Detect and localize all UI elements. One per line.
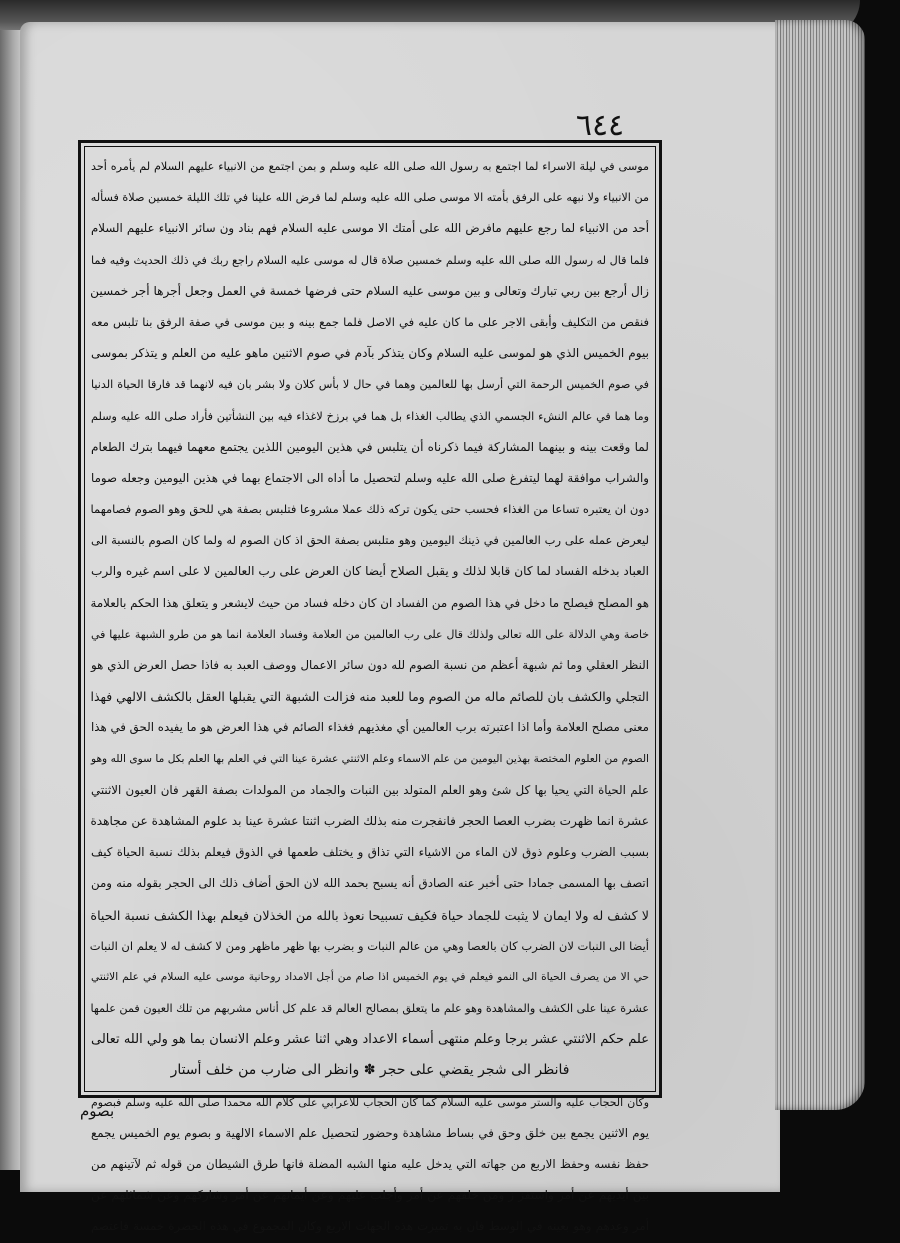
text-line: علم الحياة التي يحيا بها كل شئ وهو العلم المتولد بين النبات والجماد من المولدات بصفة القهر فان العيون الاثنتي xyxy=(91,782,649,797)
text-line: دون ان يعتبره تساعا من الغذاء فحسب حتى يكون تركه ذلك عملا مشروعا فتلبس بصفة هي للحق وهو الصوم فصامهما xyxy=(90,502,649,517)
text-line: اتصف بها المسمى جمادا حتى أخبر عنه الصادق أنه يسبح بحمد الله لان الحق أضاف ذلك الى الحجر بقوله منه ومن xyxy=(91,876,649,891)
verse-line: فانظر الى شجر يقضي على حجر ✽ وانظر الى ضارب من خلف أستار xyxy=(170,1062,570,1079)
text-line: خاصة وهي الدلالة على الله تعالى ولذلك قال على رب العالمين من العلامة وفساد العلامة انما هو من طرو الشبهة عليها في xyxy=(91,627,649,641)
text-line: لا كشف له ولا ايمان لا يثبت للجماد حياة فكيف تسبيحا نعوذ بالله من الخذلان فيعلم بهذا الكشف نسبة الحياة xyxy=(90,907,649,923)
text-line: فلما قال له رسول الله صلى الله عليه وسلم خمسين صلاة قال له موسى عليه السلام راجع ربك في ذلك الحديث وفيه فما xyxy=(91,253,649,267)
text-line: أمر وعدهم وهو بعينه في الوسط فان به تميزت هذه الجهات الاربع وكان المجموع في هذه الحضرة خمسة فاعتصم xyxy=(91,1219,649,1234)
text-line: أيضا الى النبات لان الضرب كان بالعصا وهي من عالم النبات و بضرب بها ظهر ماظهر ومن لا كشف له لا يعلم ان النبات xyxy=(89,938,649,953)
text-line: ليعرض عمله على رب العالمين في ذينك اليومين وهو متلبس بصفة الحق اذ كان الصوم له ولما كان الصوم بالنسبة الى xyxy=(91,533,649,548)
text-line: العباد بدخله الفساد لما كان قابلا لذلك و يقبل الصلاح أيضا كان العرض على رب العالمين لا على اسم غيره والرب xyxy=(91,564,649,579)
text-line: وما هما في عالم النشء الجسمي الذي يطالب الغذاء بل هما في برزخ لاغذاء فيه بين النشأتين فأراد صلى الله عليه وسلم xyxy=(91,409,649,423)
page-sheet xyxy=(20,22,780,1234)
text-frame xyxy=(78,140,662,1234)
text-line: هو المصلح فيصلح ما دخل في هذا الصوم من الفساد ان كان دخله فساد من حيث لايشعر و يتعلق هذا الحكم بالعلامة xyxy=(90,595,649,610)
text-line: حفظ نفسه وحفظ الاربع من جهاته التي يدخل عليه منها الشبه المضلة فانها طرق الشيطان من قوله ثم لآتينهم من xyxy=(91,1157,649,1171)
page-number: ٦٤٤ xyxy=(575,108,625,143)
text-line: لما وقعت بينه و بينهما المشاركة فيما ذكرناه أن يتلبس في هذين اليومين اللذين يجتمع معهما فيهما بترك الطعام xyxy=(91,439,649,454)
text-line: عشرة عينا على الكشف والمشاهدة وهو علم ما يتعلق بمصالح العالم قد علم كل أناس مشربهم من تلك العيون فمن علمها xyxy=(90,1002,649,1016)
text-line: حي الا من يصرف الحياة الى النمو فيعلم في يوم الخميس اذا صام من أجل الامداد روحانية موسى عليه السلام في علم الاثنتي xyxy=(91,970,649,983)
text-line: الصوم من العلوم المختصة بهذين اليومين من علم الاسماء وعلم الاثنتي عشرة عينا التي في العلم بها العلم بكل ما سوى الله وهو xyxy=(91,752,649,765)
text-line: أحد من الانبياء لما رجع عليهم مافرض الله على أمتك الا موسى عليه السلام فهم بناد ون سائر الانبياء عليهم السلام xyxy=(91,221,649,236)
text-line: بين أيديهم عن أمر واستفز ز ومن خلفهم عن أمر وأجلب عليهم وعن أيمانهم عن أمر وشاركهم وعن شمائلهم عن xyxy=(91,1188,649,1203)
text-line: التجلي والكشف بان للصائم ماله من الصوم وما للعبد منه فزالت الشبهة التي يقبلها العقل بالكشف الالهي فهذا xyxy=(90,689,649,705)
text-line: من الانبياء ولا نبهه على الرفق بأمته الا موسى صلى الله عليه وسلم لما فرض الله علينا في تلك الليلة خمسين صلاة فسأله xyxy=(90,191,649,205)
text-line: في صوم الخميس الرحمة التي أرسل بها للعالمين وهما في حال لا بأس كلان ولا بشر بان فيه لانهما قد فارقا الحياة الدنيا xyxy=(91,378,649,392)
text-line: النظر العقلي وما ثم شبهة أعظم من نسبة الصوم لله دون سائر الاعمال ووصف العبد به فاذا حصل العرض الذي هو xyxy=(91,658,649,672)
text-line: معنى مصلح العلامة وأما اذا اعتبرته برب العالمين أي مغذيهم فغذاء الصائم في هذا العرض هو ما يفيده الحق في هذا xyxy=(91,720,649,735)
text-line: بسبب الضرب وعلوم ذوق لان الماء من الاشياء التي تذاق و يختلف طعمها في الذوق فيعلم بذلك نسبة الحياة كيف xyxy=(91,845,649,860)
text-line: زال أرجع بين ربي تبارك وتعالى و بين موسى عليه السلام حتى فرضها خمسة في العمل وجعل أجرها أجر خمسين xyxy=(90,283,649,298)
text-line: بيوم الخميس الذي هو لموسى عليه السلام وكان يتذكر بآدم في صوم الاثنين ماهو عليه من العلم و يتذكر بموسى xyxy=(91,346,649,361)
catchword: بصوم xyxy=(80,1102,115,1120)
text-line: علم حكم الاثنتي عشر برجا وعلم منتهى أسماء الاعداد وهي اثنا عشر وعلم الانسان بما هو ولي الله تعالى xyxy=(91,1032,649,1048)
text-line: موسى في ليلة الاسراء لما اجتمع به رسول الله صلى الله عليه وسلم و بمن اجتمع من الانبياء عليهم السلام لم يأمره أحد xyxy=(91,160,649,173)
text-line: يوم الاثنين يجمع بين خلق وحق في بساط مشاهدة وحضور لتحصيل علم الاسماء الالهية و بصوم يوم الخميس يجمع xyxy=(91,1125,649,1140)
text-line: فنقص من التكليف وأبقى الاجر على ما كان عليه في الاصل فلما جمع بينه و بين موسى في صفة الرفق بنا تلبس معه xyxy=(91,314,649,329)
text-line: وكان الحجاب عليه والستر موسى عليه السلام كما كان الحجاب للاعرابي على كلام الله محمدا صلى الله عليه وسلم فبصوم xyxy=(91,1095,649,1109)
text-line: عشرة انما ظهرت بضرب العصا الحجر فانفجرت منه بذلك الضرب اثنتا عشرة عينا بد علوم المشاهدة عن مجاهدة xyxy=(90,813,649,828)
text-line: والشراب موافقة لهما ليتفرغ صلى الله عليه وسلم لتحصيل ما أداه الى الاجتماع بهما في هذين اليومين وجعله صوما xyxy=(91,470,649,485)
body-text xyxy=(89,151,649,1234)
page-stack-edge xyxy=(775,20,865,1110)
